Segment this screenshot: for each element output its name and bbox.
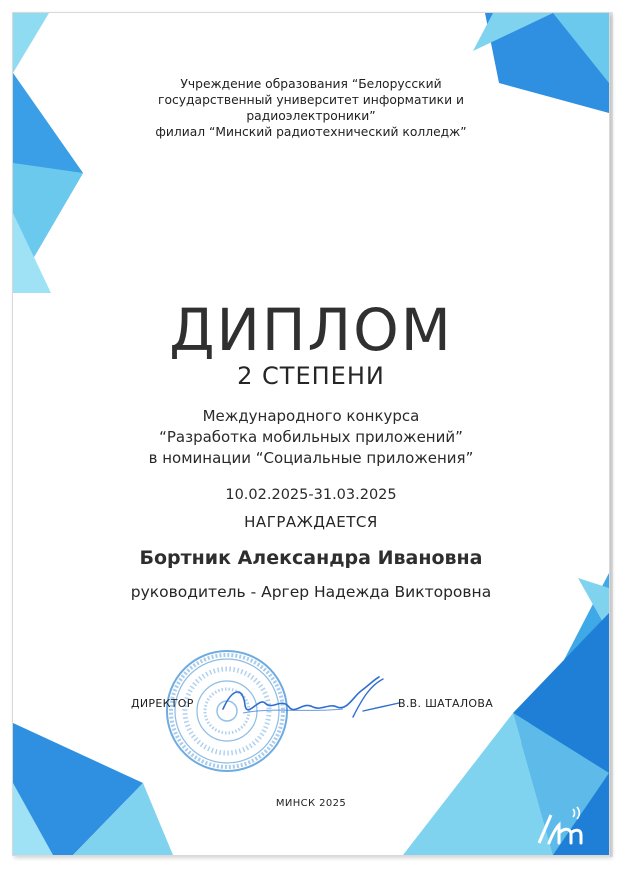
- contest-line-3: в номинации “Социальные приложения”: [148, 449, 474, 467]
- diploma-sheet: [12, 12, 610, 856]
- signatory-role: ДИРЕКТОР: [131, 697, 194, 710]
- awarded-label: НАГРАЖДАЕТСЯ: [244, 513, 378, 531]
- diploma-degree: 2 СТЕПЕНИ: [237, 362, 385, 390]
- institution-line-1: Учреждение образования “Белорусский: [180, 77, 442, 91]
- college-emblem-icon: [529, 803, 587, 849]
- handwritten-signature: [203, 667, 403, 737]
- institution-line-3: радиоэлектроники”: [246, 109, 376, 123]
- contest-dates: 10.02.2025-31.03.2025: [225, 487, 397, 503]
- contest-line-1: Международного конкурса: [202, 407, 420, 425]
- college-wave-logo-icon: [29, 25, 87, 61]
- institution-header: [13, 76, 609, 140]
- contest-line-2: “Разработка мобильных приложений”: [159, 428, 463, 446]
- awardee-name: Бортник Александра Ивановна: [139, 547, 483, 569]
- contest-description: [13, 406, 609, 469]
- page-shadow-edge: [610, 12, 613, 857]
- supervisor-line: руководитель - Аргер Надежда Викторовна: [130, 583, 492, 601]
- institution-line-4: филиал “Минский радиотехнический колледж”: [155, 125, 467, 139]
- signatory-name: В.В. ШАТАЛОВА: [398, 697, 494, 710]
- diploma-title: ДИПЛОМ: [169, 296, 453, 364]
- institution-line-2: государственный университет информатики и: [158, 93, 464, 107]
- city-year: МИНСК 2025: [275, 798, 347, 809]
